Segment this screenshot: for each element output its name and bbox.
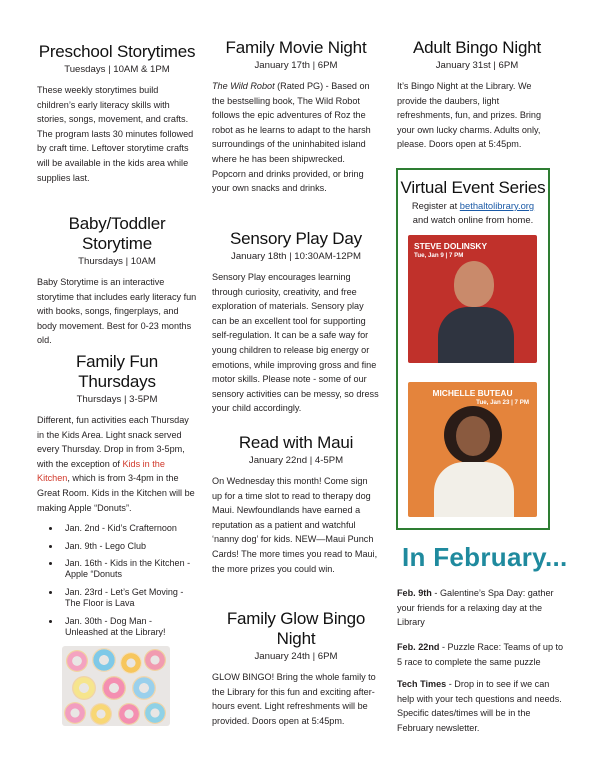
february-item-text: - Galentine’s Spa Day: gather your friends for a relaxing day at the Library [397, 588, 554, 628]
kids-in-kitchen-link[interactable]: Kids in the Kitchen [37, 458, 165, 484]
baby-toddler-title: Baby/Toddler Storytime [68, 214, 166, 253]
family-movie-night-when: January 17th | 6PM [254, 60, 338, 71]
february-item-date: Tech Times [397, 679, 447, 689]
family-movie-night-title: Family Movie Night [225, 38, 367, 57]
presenter-photo-body [434, 462, 514, 517]
movie-title: The Wild Robot [212, 81, 275, 91]
family-fun-thursdays-when: Thursdays | 3-5PM [76, 394, 158, 405]
sensory-play-day-title: Sensory Play Day [230, 229, 362, 248]
presenter-photo-body [438, 307, 514, 363]
event-card-date: Tue, Jan 9 | 7 PM [414, 252, 464, 259]
family-glow-bingo-when: January 24th | 6PM [254, 651, 338, 662]
family-fun-body-text-2: , which is from 3-4pm in the Great Room. Kids in the Kitchen will be making Apple “Donuts”. [37, 473, 195, 513]
event-card-name: STEVE DOLINSKY [414, 241, 488, 251]
preschool-storytimes-body: These weekly storytimes build children’s early literacy skills with stories, songs, movement, and crafts. The program lasts 30 minutes followed by craft time. Leftover storytime crafts will be available in the kids area while supplies last. [37, 85, 194, 183]
february-item [397, 586, 567, 630]
event-card-date: Tue, Jan 23 | 7 PM [476, 399, 529, 406]
virtual-register-text [398, 199, 548, 227]
baby-toddler-when: Thursdays | 10AM [78, 256, 156, 267]
library-website-link[interactable]: bethaltolibrary.org [459, 200, 535, 211]
february-item-text: - Puzzle Race: Teams of up to 5 race to complete the same puzzle [397, 642, 564, 667]
read-with-maui-body: On Wednesday this month! Come sign up for a time slot to read to therapy dog Maui. Newfoundlands have earned a reputation as a patient and watchful ‘nanny dog’ for kids. NEW—Maui Punch Cards! The more times you read to Maui, the more prizes you could win. [212, 476, 378, 574]
presenter-photo [454, 261, 494, 307]
read-with-maui-when: January 22nd | 4-5PM [248, 455, 344, 466]
family-glow-bingo-title: Family Glow Bingo Night [226, 609, 366, 648]
february-item [397, 640, 567, 669]
family-glow-bingo-body: GLOW BINGO! Bring the whole family to the Library for this fun and exciting after-hours event. Light refreshments will be provided. Doors open at 5:45pm. [212, 672, 376, 726]
virtual-event-series-title: Virtual Event Series [400, 178, 546, 197]
event-card-name: MICHELLE BUTEAU [432, 388, 513, 398]
preschool-storytimes-title: Preschool Storytimes [38, 42, 196, 61]
movie-body-text: (Rated PG) - Based on the bestselling book, The Wild Robot follows the epic adventures of Roz the robot as he learns to adapt to the harsh surroundings of the uninhabited island where he has been shipwrecked. Popcorn and drinks provided, or bring your own snacks and drinks. [212, 81, 371, 194]
adult-bingo-night-body: It’s Bingo Night at the Library. We provide the daubers, light refreshments, fun, and prizes. Bring your own lucky charms. Adults only, please. Doors open at 5:45pm. [397, 81, 542, 150]
apple-donuts-photo [62, 646, 170, 726]
read-with-maui-title: Read with Maui [238, 433, 354, 452]
list-item: • Jan. 23rd - Let’s Get Moving - The Floor is Lava [61, 587, 197, 610]
event-card-steve-dolinsky[interactable] [408, 235, 537, 363]
adult-bingo-night-when: January 31st | 6PM [435, 60, 519, 71]
baby-toddler-body: Baby Storytime is an interactive storytime that includes early literacy fun with books, songs, fingerplays, and body movement. Best for 0-23 months old. [37, 277, 197, 346]
sensory-play-day-when: January 18th | 10:30AM-12PM [231, 251, 361, 262]
adult-bingo-night-title: Adult Bingo Night [413, 38, 541, 57]
register-prefix: Register at [411, 200, 460, 211]
list-item: • Jan. 2nd - Kid’s Crafternoon [61, 523, 197, 534]
list-item: • Jan. 30th - Dog Man - Unleashed at the Library! [61, 616, 197, 639]
family-fun-schedule-list [37, 523, 197, 638]
february-item-date: Feb. 9th [397, 588, 432, 598]
list-item: • Jan. 16th - Kids in the Kitchen - Apple “Donuts [61, 558, 197, 581]
february-item-date: Feb. 22nd [397, 642, 440, 652]
family-fun-body-text: Different, fun activities each Thursday in the Kids Area. Light snack served every Thursday. Drop in from 3-5pm, with the exception of [37, 415, 189, 469]
preschool-storytimes-when: Tuesdays | 10AM & 1PM [64, 64, 170, 75]
list-item: • Jan. 9th - Lego Club [61, 541, 197, 552]
event-card-michelle-buteau[interactable] [408, 382, 537, 517]
february-item [397, 677, 567, 735]
virtual-event-series-box [396, 168, 550, 530]
sensory-play-day-body: Sensory Play encourages learning through curiosity, creativity, and free exploration of materials. Sensory play can be an excellent tool for supporting self-regulation. It can be a safe way for young children to release big energy or emotions, while improving gross and fine motor skills. Please note - some of our sensory activities can be messy, so dress your child accordingly. [212, 272, 379, 414]
family-movie-night-body [212, 79, 380, 196]
family-fun-thursdays-title: Family Fun Thursdays [75, 352, 159, 391]
register-suffix: and watch online from home. [412, 214, 534, 225]
family-fun-thursdays-body [37, 413, 197, 515]
presenter-photo [456, 416, 490, 456]
in-february-title: In February... [402, 542, 568, 572]
february-item-text: - Drop in to see if we can help with your tech questions and needs. Specific dates/times will be in the February newsletter. [397, 679, 562, 733]
